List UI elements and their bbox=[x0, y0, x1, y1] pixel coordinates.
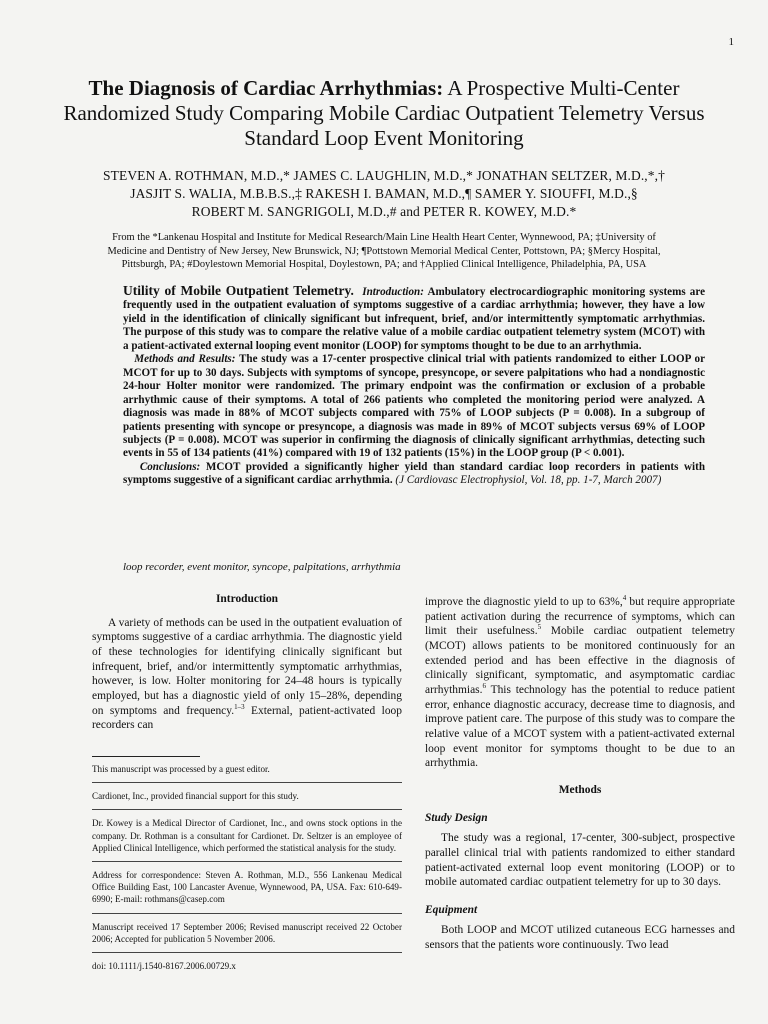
abstract-methods-text: The study was a 17-center prospective clinical trial with patients randomized to either LOOP or MCOT for up to 30 days. Subjects with symptoms of syncope, presyncope, or severe palpitations who had a nondiagnostic 24-hour Holter monitor were randomized. The primary endpoint was the confirmation or exclusion of a probable arrhythmic cause of their symptoms. A total of 266 patients who completed the monitoring period were analyzed. A diagnosis was made in 88% of MCOT subjects compared with 75% of LOOP subjects (P = 0.008). In a subgroup of patients presenting with syncope or presyncope, a diagnosis was made in 89% of MCOT subjects versus 69% of LOOP subjects (P = 0.008). MCOT was superior in confirming the diagnosis of clinically significant arrhythmias, detecting such events in 55 of 134 patients (41%) compared with 19 of 132 patients (15%) in the LOOP group (P < 0.001). bbox=[123, 353, 706, 460]
author-line: STEVEN A. ROTHMAN, M.D.,* JAMES C. LAUGHLIN, M.D.,* JONATHAN SELTZER, M.D.,*,† bbox=[103, 168, 665, 183]
continued-paragraph: improve the diagnostic yield to up to 63%,$^4$ but require appropriate patient activation during the recurrence of symptoms, which can limit their usefulness.$^5$ Mobile cardiac outpatient telemetry (MCOT) allows patients to be monitored continuously for an extended period and has been effective in the diagnosis of clinically significant, symptomatic, and asymptomatic cardiac arrhythmias.$^6$ This technology has the potential to reduce patient error, enhance diagnostic accuracy, decrease time to diagnosis, and improve patient care. The purpose of this study was to compare the relative value of a MCOT system with a patient-activated external loop event monitor for symptoms thought to be due to an arrhythmia. bbox=[425, 594, 735, 770]
footnote: Cardionet, Inc., provided financial support for this study. bbox=[92, 790, 402, 810]
abstract-heading: Utility of Mobile Outpatient Telemetry. bbox=[123, 283, 354, 298]
article-title bbox=[60, 76, 708, 151]
affiliations: From the *Lankenau Hospital and Institute for Medical Research/Main Line Health Heart Center, Wynnewood, PA; ‡University of Medicine and Dentistry of New Jersey, New Brunswick, NJ; ¶Pottstown Memorial Medical Center, Pottstown, PA; §Mercy Hospital, Pittsburgh, PA; #Doylestown Memorial Hospital, Doylestown, PA; and †Applied Clinical Intelligence, Philadelphia, PA, USA bbox=[107, 232, 661, 270]
author-line: JASJIT S. WALIA, M.B.B.S.,‡ RAKESH I. BAMAN, M.D.,¶ SAMER Y. SIOUFFI, M.D.,§ bbox=[130, 186, 638, 201]
study-design-heading: Study Design bbox=[425, 811, 488, 824]
title-rest: A Prospective Multi-Center Randomized Study Comparing Mobile Cardiac Outpatient Telemetry Versus Standard Loop Event Monitoring bbox=[63, 76, 705, 150]
introduction-heading: Introduction bbox=[215, 593, 279, 605]
citation-superscript: 1–3 bbox=[234, 702, 245, 711]
equipment-heading: Equipment bbox=[425, 903, 478, 916]
keywords: loop recorder, event monitor, syncope, palpitations, arrhythmia bbox=[123, 561, 401, 573]
abstract-intro-text: Ambulatory electrocardiographic monitoring systems are frequently used in the outpatient evaluation of symptoms suggestive of a cardiac arrhythmia; however, they have a low yield in the identification of clinically significant but infrequent, brief, and/or intermittently symptomatic arrhythmias. The purpose of this study was to compare the relative value of a mobile cardiac outpatient telemetry system (MCOT) with a patient-activated external looping event monitor (LOOP) for symptoms thought to be due to an arrhythmia. bbox=[123, 286, 705, 352]
left-column bbox=[92, 592, 402, 733]
equipment-paragraph: Both LOOP and MCOT utilized cutaneous ECG harnesses and sensors that the patients wore continuously. Two lead bbox=[425, 924, 735, 952]
author-list bbox=[70, 167, 698, 221]
doi-footnote: doi: 10.1111/j.1540-8167.2006.00729.x bbox=[92, 961, 236, 972]
page-number: 1 bbox=[728, 36, 734, 48]
abstract bbox=[123, 284, 705, 488]
footnote-rule bbox=[92, 756, 200, 757]
title-bold-part: The Diagnosis of Cardiac Arrhythmias: bbox=[88, 76, 444, 100]
footnote: Manuscript received 17 September 2006; Revised manuscript received 22 October 2006; Accepted for publication 5 November 2006. bbox=[92, 921, 402, 953]
abstract-conclusions-label: Conclusions: bbox=[139, 460, 201, 473]
footnote: Dr. Kowey is a Medical Director of Cardionet, Inc., and owns stock options in the company. Dr. Rothman is a consultant for Cardionet. Dr. Seltzer is an employee of Applied Clinical Intelligence, which performed the statistical analysis for the study. bbox=[92, 817, 402, 862]
abstract-methods-label: Methods and Results: bbox=[134, 353, 236, 366]
abstract-intro-label: Introduction: bbox=[362, 286, 424, 298]
right-column bbox=[425, 595, 735, 953]
abstract-conclusions-text: MCOT provided a significantly higher yield than standard cardiac loop recorders in patients with symptoms suggestive of a significant cardiac arrhythmia. bbox=[123, 460, 705, 487]
footnote: This manuscript was processed by a guest editor. bbox=[92, 763, 402, 783]
footnote: Address for correspondence: Steven A. Rothman, M.D., 556 Lankenau Medical Office Building East, 100 Lancaster Avenue, Wynnewood, PA, USA. Fax: 610-649-6990; E-mail: rothmans@casep.com bbox=[92, 869, 402, 914]
abstract-citation: (J Cardiovasc Electrophysiol, Vol. 18, pp. 1-7, March 2007) bbox=[395, 474, 662, 487]
introduction-paragraph: A variety of methods can be used in the outpatient evaluation of symptoms suggestive of a cardiac arrhythmia. The diagnostic yield of these technologies for identifying clinically significant but infrequent, brief, and/or intermittently symptomatic arrhythmias, however, is low. Holter monitoring for 24–48 hours is typically employed, but has a diagnostic yield of only 15–28%, depending on symptoms and frequency.$^{1-3}$ External, patient-activated loop recorders can bbox=[92, 616, 402, 732]
study-design-paragraph: The study was a regional, 17-center, 300-subject, prospective parallel clinical trial with patients randomized to either standard patient-activated external loop event monitoring (LOOP) or to mobile automated cardiac outpatient telemetry for up to 30 days. bbox=[425, 832, 735, 889]
author-line: ROBERT M. SANGRIGOLI, M.D.,# and PETER R. KOWEY, M.D.* bbox=[191, 204, 577, 219]
footnotes bbox=[92, 763, 402, 986]
methods-heading: Methods bbox=[558, 783, 602, 796]
